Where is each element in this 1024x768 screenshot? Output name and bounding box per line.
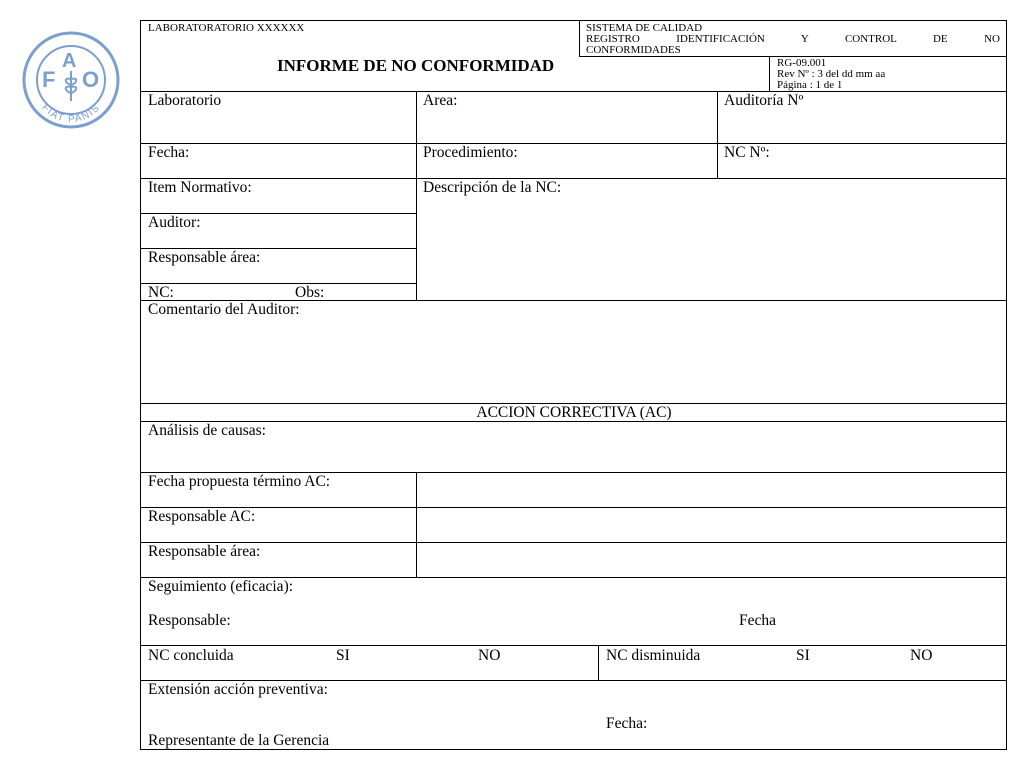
hline-2 (141, 143, 1007, 144)
section-accion-correctiva: ACCION CORRECTIVA (AC) (476, 404, 672, 421)
vline-col-c (416, 472, 417, 577)
hline-14 (141, 645, 1007, 646)
field-responsable-area: Responsable área: (148, 249, 261, 266)
system-line2: REGISTRO IDENTIFICACIÓN Y CONTROL DE NO (586, 33, 1000, 45)
system-line1: SISTEMA DE CALIDAD (586, 22, 703, 34)
nc-concluida-si: SI (336, 647, 350, 664)
logo-letter-o: O (82, 67, 100, 92)
vline-col-b (717, 91, 718, 178)
field-responsable: Responsable: (148, 612, 231, 629)
field-representante: Representante de la Gerencia (148, 732, 330, 749)
field-analisis-causas: Análisis de causas: (148, 422, 266, 439)
field-fecha-propuesta: Fecha propuesta término AC: (148, 473, 331, 490)
field-auditor: Auditor: (148, 214, 201, 231)
lab-name: LABORATORATORIO XXXXXX (148, 22, 305, 34)
field-nc-disminuida: NC disminuida (606, 647, 701, 664)
nc-concluida-no: NO (478, 647, 501, 664)
non-conformity-form (140, 20, 1007, 750)
field-item-normativo: Item Normativo: (148, 179, 252, 196)
field-fecha: Fecha: (148, 144, 190, 161)
field-obs: Obs: (295, 284, 325, 301)
field-procedimiento: Procedimiento: (423, 144, 518, 161)
logo-motto: FIAT PANIS (39, 102, 103, 126)
field-nc-concluida: NC concluida (148, 647, 234, 664)
hline-6 (141, 283, 416, 284)
doc-page: Página : 1 de 1 (777, 79, 843, 91)
doc-code: RG-09.001 (777, 57, 827, 69)
field-area: Area: (423, 92, 458, 109)
logo-letter-f: F (42, 67, 56, 92)
vline-col-a (416, 91, 417, 300)
field-responsable-area-ac: Responsable área: (148, 543, 261, 560)
field-laboratorio: Laboratorio (148, 92, 222, 109)
field-descripcion-nc: Descripción de la NC: (423, 179, 562, 196)
field-nc-no: NC Nº: (724, 144, 770, 161)
hline-12 (141, 542, 1007, 543)
form-title: INFORME DE NO CONFORMIDAD (277, 56, 555, 75)
logo-letter-a: A (62, 50, 77, 72)
hline-3 (141, 178, 1007, 179)
field-auditoria: Auditoría Nº (724, 92, 804, 109)
vline-header-1 (579, 21, 580, 56)
field-extension-preventiva: Extensión acción preventiva: (148, 681, 328, 698)
field-responsable-ac: Responsable AC: (148, 508, 256, 525)
field-fecha-final: Fecha: (606, 715, 648, 732)
nc-disminuida-si: SI (796, 647, 810, 664)
hline-11 (141, 507, 1007, 508)
field-comentario: Comentario del Auditor: (148, 301, 300, 318)
vline-col-d (598, 645, 599, 680)
nc-disminuida-no: NO (910, 647, 933, 664)
field-nc: NC: (148, 284, 174, 301)
doc-revision: Rev Nº : 3 del dd mm aa (777, 68, 886, 80)
hline-1 (141, 91, 1007, 92)
fao-logo-icon (22, 31, 120, 129)
field-seguimiento: Seguimiento (eficacia): (148, 578, 294, 595)
system-line3: CONFORMIDADES (586, 44, 681, 56)
field-fecha-seguimiento: Fecha (739, 612, 777, 629)
vline-header-2 (769, 56, 770, 91)
